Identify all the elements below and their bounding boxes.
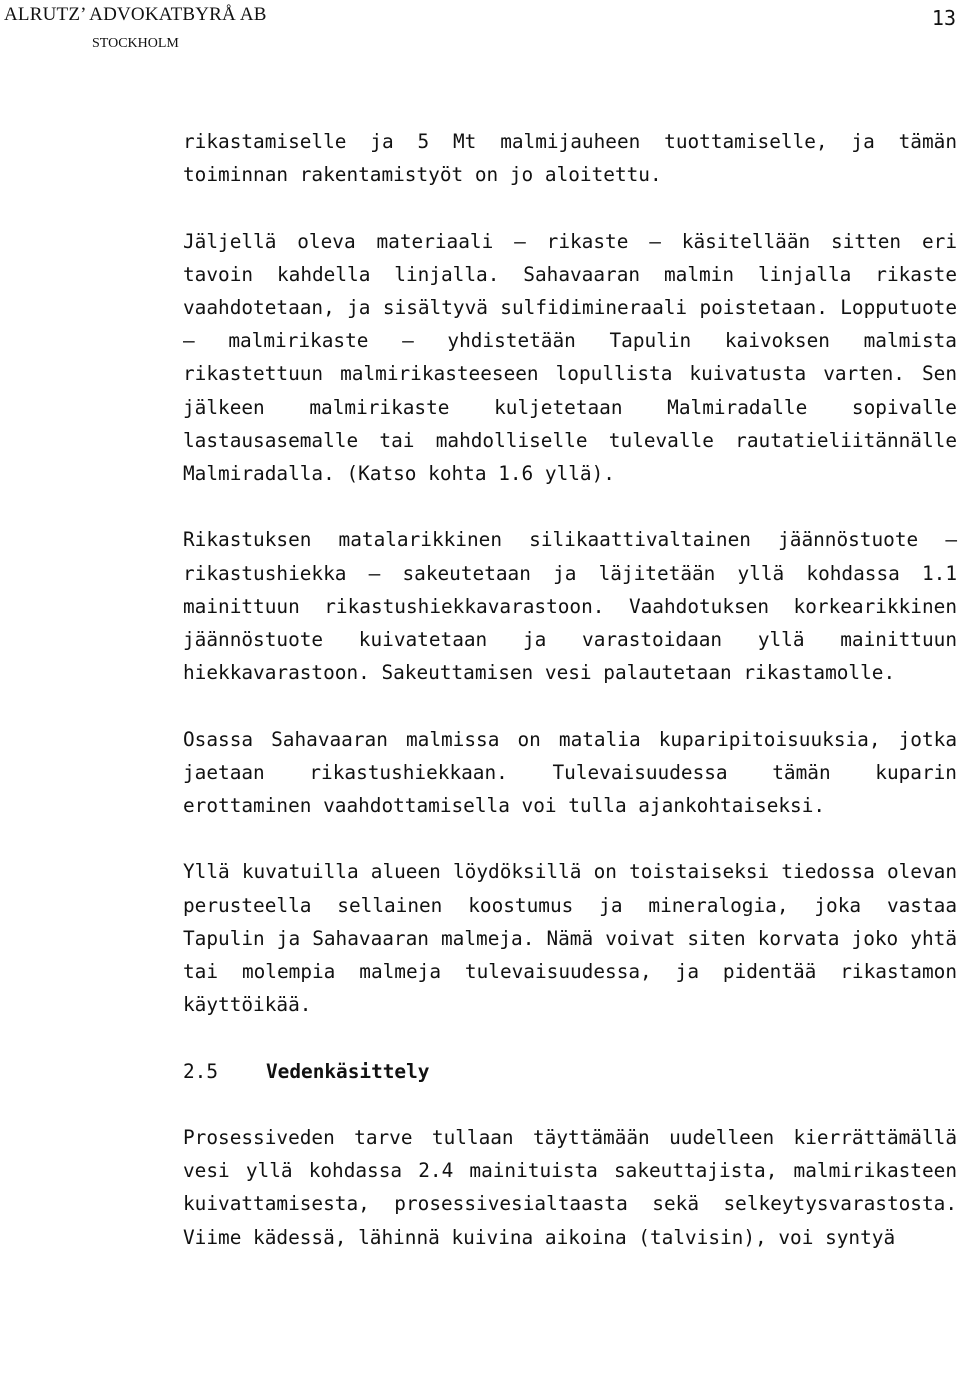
firm-name: ALRUTZ’ ADVOKATBYRÅ AB (4, 4, 267, 25)
section-paragraph: Prosessiveden tarve tullaan täyttämään uudelleen kierrättämällä vesi yllä kohdassa 2.4 mainituista sakeuttajista, malmirikasteen kuivattamisesta, prosessivesialtaasta sekä selkeytysvarastosta. Viime kädessä, lähinnä kuivina aikoina (talvisin), voi syntyä (183, 1126, 957, 1249)
firm-city: STOCKHOLM (92, 36, 179, 51)
paragraph: Jäljellä oleva materiaali – rikaste – käsitellään sitten eri tavoin kahdella linjalla. Sahavaaran malmin linjalla rikaste vaahdotetaan, ja sisältyvä sulfidimineraali poistetaan. Lopputuote – malmirikaste – yhdistetään Tapulin kaivoksen malmista rikastettuun malmirikasteeseen lopullista kuivatusta varten. Sen jälkeen malmirikaste kuljetetaan Malmiradalle sopivalle lastausasemalle tai mahdolliselle tulevalle rautatieliitännälle Malmiradalla. (Katso kohta 1.6 yllä). (183, 229, 957, 486)
document-body (183, 125, 957, 1287)
paragraph: Osassa Sahavaaran malmissa on matalia kuparipitoisuuksia, jotka jaetaan rikastushiekkaan. Tulevaisuudessa tämän kuparin erottaminen vaahdottamisella voi tulla ajankohtaiseksi. (183, 727, 957, 818)
section-title: Vedenkäsittely (266, 1059, 430, 1083)
page-number: 13 (931, 6, 956, 30)
page-header (0, 0, 960, 70)
paragraph: Rikastuksen matalarikkinen silikaattivaltainen jäännöstuote – rikastushiekka – sakeutetaan ja läjitetään yllä kohdassa 1.1 mainittuun rikastushiekkavarastoon. Vaahdotuksen korkearikkinen jäännöstuote kuivatetaan ja varastoidaan yllä mainittuun hiekkavarastoon. Sakeuttamisen vesi palautetaan rikastamolle. (183, 528, 957, 685)
section-number: 2.5 (183, 1059, 219, 1083)
section-heading (183, 1055, 957, 1088)
paragraph: Yllä kuvatuilla alueen löydöksillä on toistaiseksi tiedossa olevan perusteella sellainen koostumus ja mineralogia, joka vastaa Tapulin ja Sahavaaran malmeja. Nämä voivat siten korvata joko yhtä tai molempia malmeja tulevaisuudessa, ja pidentää rikastamon käyttöikää. (183, 860, 957, 1017)
paragraph: rikastamiselle ja 5 Mt malmijauheen tuottamiselle, ja tämän toiminnan rakentamistyöt on jo aloitettu. (183, 130, 957, 187)
